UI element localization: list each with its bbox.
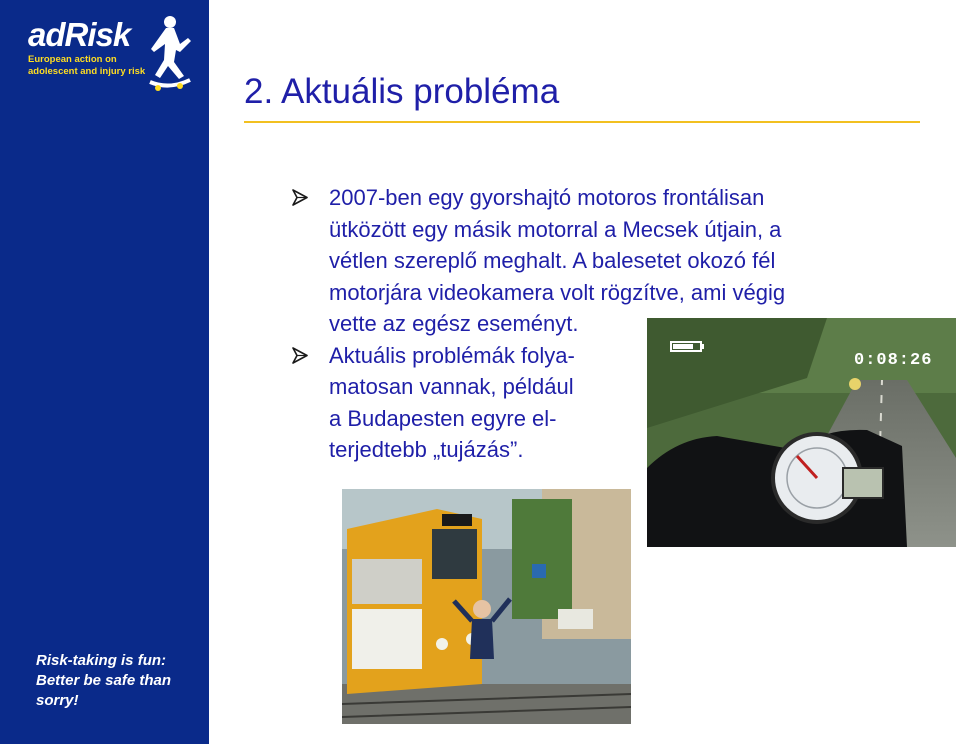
- bullet-line: vette az egész eseményt.: [329, 311, 579, 336]
- sidebar: [0, 0, 209, 744]
- bullet-line: vétlen szereplő meghalt. A balesetet okozó fél: [329, 248, 776, 273]
- slogan-line: Risk-taking is fun:: [36, 652, 167, 669]
- slide-title: 2. Aktuális probléma: [244, 72, 560, 111]
- logo-subtitle-line: adolescent and injury risk: [28, 66, 146, 77]
- logo-wordmark: adRisk: [28, 16, 131, 53]
- slogan-line: sorry!: [36, 692, 79, 709]
- bullet-line: terjedtebb „tujázás”.: [329, 437, 524, 462]
- bullet-item: [292, 182, 785, 340]
- video-timer: 0:08:26: [854, 351, 933, 370]
- title-underline: [244, 121, 920, 123]
- slogan-line: Better be safe than: [36, 672, 172, 689]
- logo-subtitle: [28, 54, 148, 78]
- adrisk-logo: [26, 14, 196, 104]
- arrowhead-bullet-icon: [292, 189, 308, 206]
- bullet-line: ütközött egy másik motorral a Mecsek útjain, a: [329, 216, 782, 242]
- motorcycle-onboard-photo: [647, 318, 956, 547]
- sidebar-slogan: [36, 651, 206, 711]
- bullet-line: 2007-ben egy gyorshajtó motoros frontálisan: [329, 185, 765, 210]
- bullet-line: a Budapesten egyre el-: [329, 405, 557, 431]
- bullet-line: Aktuális problémák folya-: [329, 342, 575, 368]
- arrowhead-bullet-icon: [292, 347, 308, 364]
- tram-surfing-photo: [342, 489, 631, 724]
- logo-subtitle-line: European action on: [28, 54, 117, 65]
- tram-scene: [342, 489, 631, 724]
- skateboarder-icon: [144, 14, 194, 92]
- bullet-line: matosan vannak, például: [329, 374, 574, 399]
- bullet-line: motorjára videokamera volt rögzítve, ami végig: [329, 279, 786, 305]
- motorcycle-scene: [647, 318, 956, 547]
